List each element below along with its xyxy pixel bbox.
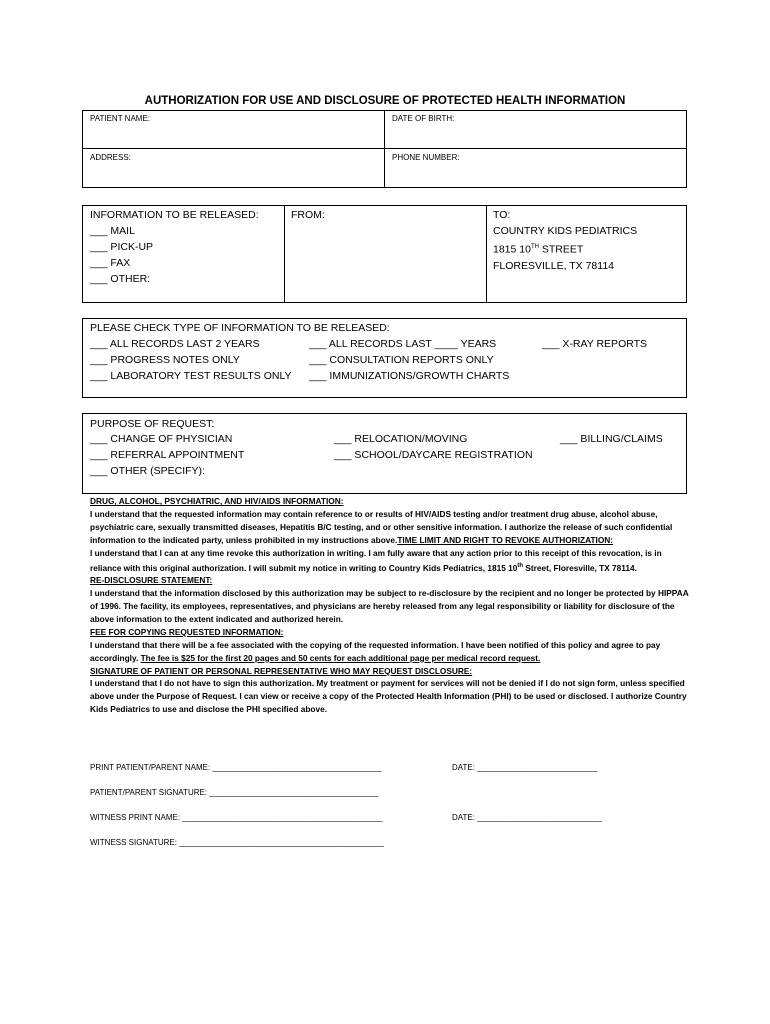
- witness-print-line[interactable]: WITNESS PRINT NAME: _____________________________________________: [90, 813, 383, 822]
- to-street: 1815 10TH STREET: [493, 243, 584, 256]
- to-city: FLORESVILLE, TX 78114: [493, 259, 615, 272]
- info-type-col-3: [542, 336, 647, 352]
- address-field[interactable]: ADDRESS:: [90, 153, 131, 162]
- consultation-reports-checkbox[interactable]: ___ CONSULTATION REPORTS ONLY: [309, 354, 494, 366]
- info-type-col-1: [90, 336, 292, 384]
- purpose-col-1: [90, 431, 244, 479]
- grid-divider-vertical: [384, 110, 385, 188]
- date-line-1[interactable]: DATE: ___________________________: [452, 763, 598, 772]
- lab-results-checkbox[interactable]: ___ LABORATORY TEST RESULTS ONLY: [90, 370, 292, 382]
- fee-paragraph: I understand that there will be a fee associated with the copying of the requested information. I have been notified of this policy and agree to pay accordingly. The fee is $25 for the first 20 pages and 50 cents for each additional page per medical record request.: [90, 639, 661, 663]
- change-physician-checkbox[interactable]: ___ CHANGE OF PHYSICIAN: [90, 433, 233, 445]
- release-divider-1: [284, 205, 285, 303]
- legal-text: [90, 495, 690, 716]
- drug-paragraph: I understand that the requested information may contain reference to or results of HIV/AIDS testing and/or treatment drug abuse, alcohol abuse, psychiatric care, sexually transmitted diseases, Hepatitis B/C testing, and or other sensitive information. I authorize the release of such confidential information to the indicated party, unless prohibited in my instructions above.TIME LIMIT AND RIGHT TO REVOKE AUTHORIZATION:: [90, 508, 673, 545]
- date-line-2[interactable]: DATE: ____________________________: [452, 813, 602, 822]
- info-type-heading: PLEASE CHECK TYPE OF INFORMATION TO BE RELEASED:: [90, 322, 390, 334]
- relocation-checkbox[interactable]: ___ RELOCATION/MOVING: [334, 433, 468, 445]
- phone-number-field[interactable]: PHONE NUMBER:: [392, 153, 460, 162]
- time-limit-paragraph: I understand that I can at any time revoke this authorization in writing. I am fully aware that any action prior to this receipt of this revocation, is in reliance with this original authorization. I will submit my notice in writing to Country Kids Pediatrics, 1815 10th Street, Floresville, TX 78114.: [90, 547, 662, 573]
- method-mail-checkbox[interactable]: ___ MAIL: [90, 225, 135, 237]
- patient-name-field[interactable]: PATIENT NAME:: [90, 114, 151, 123]
- purpose-col-2: [334, 431, 533, 463]
- info-released-section: [90, 207, 259, 287]
- xray-reports-checkbox[interactable]: ___ X-RAY REPORTS: [542, 338, 648, 350]
- release-divider-2: [486, 205, 487, 303]
- referral-appointment-checkbox[interactable]: ___ REFERRAL APPOINTMENT: [90, 449, 245, 461]
- witness-signature-line[interactable]: WITNESS SIGNATURE: ______________________________________________: [90, 838, 384, 847]
- method-fax-checkbox[interactable]: ___ FAX: [90, 257, 131, 269]
- to-section: [493, 207, 637, 274]
- signature-heading: SIGNATURE OF PATIENT OR PERSONAL REPRESENTATIVE WHO MAY REQUEST DISCLOSURE:: [90, 665, 473, 676]
- method-other-checkbox[interactable]: ___ OTHER:: [90, 273, 151, 285]
- purpose-heading: PURPOSE OF REQUEST:: [90, 418, 215, 430]
- purpose-col-3: [560, 431, 663, 447]
- redisclosure-heading: RE-DISCLOSURE STATEMENT:: [90, 575, 213, 586]
- billing-claims-checkbox[interactable]: ___ BILLING/CLAIMS: [560, 433, 663, 445]
- all-records-2-years-checkbox[interactable]: ___ ALL RECORDS LAST 2 YEARS: [90, 338, 260, 350]
- method-pickup-checkbox[interactable]: ___ PICK-UP: [90, 241, 154, 253]
- print-name-line[interactable]: PRINT PATIENT/PARENT NAME: ______________________________________: [90, 763, 382, 772]
- fee-amount: The fee is $25 for the first 20 pages and 50 cents for each additional page per medical record request.: [140, 652, 541, 663]
- form-title: AUTHORIZATION FOR USE AND DISCLOSURE OF PROTECTED HEALTH INFORMATION: [144, 95, 626, 107]
- info-released-label: INFORMATION TO BE RELEASED:: [90, 209, 259, 221]
- fee-heading: FEE FOR COPYING REQUESTED INFORMATION:: [90, 626, 284, 637]
- school-registration-checkbox[interactable]: ___ SCHOOL/DAYCARE REGISTRATION: [334, 449, 533, 461]
- time-limit-heading: TIME LIMIT AND RIGHT TO REVOKE AUTHORIZATION:: [397, 534, 614, 545]
- all-records-custom-years-checkbox[interactable]: ___ ALL RECORDS LAST ____ YEARS: [309, 338, 497, 350]
- immunizations-checkbox[interactable]: ___ IMMUNIZATIONS/GROWTH CHARTS: [309, 370, 510, 382]
- to-label: TO:: [493, 209, 511, 221]
- parent-signature-line[interactable]: PATIENT/PARENT SIGNATURE: ______________________________________: [90, 788, 379, 797]
- signature-paragraph: I understand that I do not have to sign this authorization. My treatment or payment for services will not be denied if I do not sign form, unless specified above under the Purpose of Request. I can view or receive a copy of the Protected Health Information (PHI) to be used or disclosed. I authorize Country Kids Pediatrics to use and disclose the PHI specified above.: [90, 678, 687, 715]
- from-field[interactable]: FROM:: [291, 209, 325, 221]
- drug-heading: DRUG, ALCOHOL, PSYCHIATRIC, AND HIV/AIDS INFORMATION:: [90, 496, 344, 506]
- to-name: COUNTRY KIDS PEDIATRICS: [493, 225, 638, 237]
- redisclosure-paragraph: I understand that the information disclosed by this authorization may be subject to re-disclosure by the recipient and no longer be protected by HIPPAA of 1996. The facility, its employees, representatives, and physicians are hereby released from any legal responsibility or liability for disclosure of the above information to the extent indicated and authorized herein.: [90, 588, 689, 624]
- other-purpose-checkbox[interactable]: ___ OTHER (SPECIFY):: [90, 465, 205, 477]
- progress-notes-checkbox[interactable]: ___ PROGRESS NOTES ONLY: [90, 354, 240, 366]
- info-type-col-2: [309, 336, 509, 384]
- date-of-birth-field[interactable]: DATE OF BIRTH:: [392, 114, 455, 123]
